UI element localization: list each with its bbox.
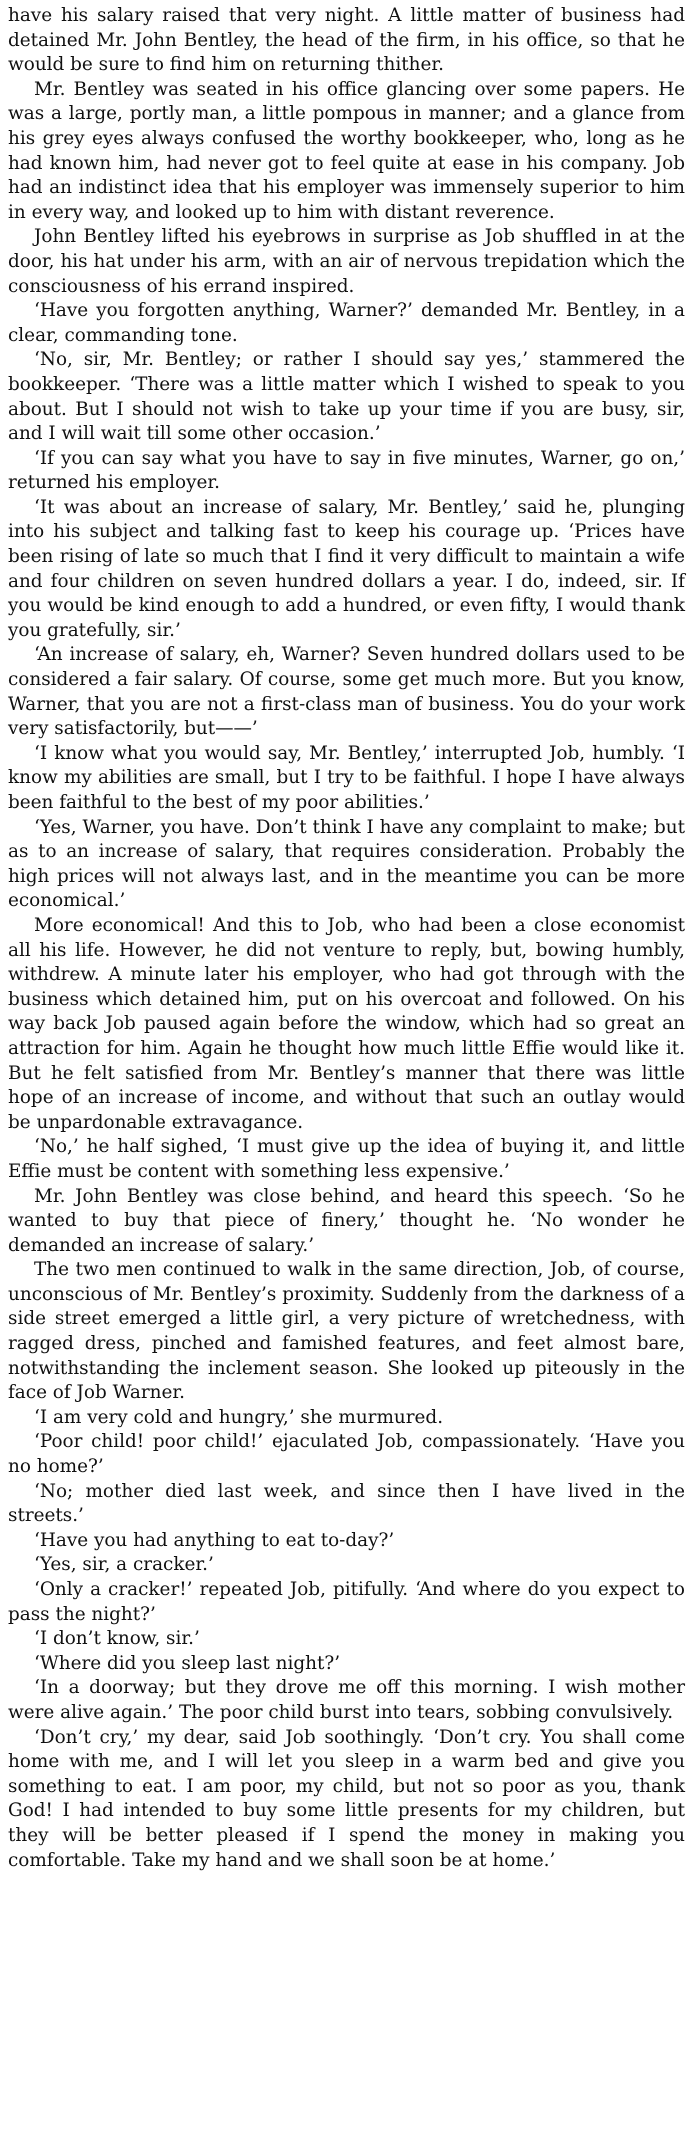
paragraph-dialogue: ‘Yes, Warner, you have. Don’t think I have any complaint to make; but as to an increase of salary, that requires consideration. Probably the high prices will not always last, and in the meantime you can be more economical.’ xyxy=(8,816,685,912)
paragraph-dialogue: ‘Poor child! poor child!’ ejaculated Job, compassionately. ‘Have you no home?’ xyxy=(8,1431,685,1478)
paragraph-dialogue: ‘Where did you sleep last night?’ xyxy=(34,1652,341,1674)
paragraph-narration: The two men continued to walk in the same direction, Job, of course, unconscious of Mr. Bentley’s proximity. Suddenly from the darkness of a side street emerged a little girl, a very picture of wretchedness, with ragged dress, pinched and famished features, and feet almost bare, notwithstanding the inclement season. She looked up piteously in the face of Job Warner. xyxy=(8,1259,685,1404)
paragraph-continuation: have his salary raised that very night. A little matter of business had detained Mr. John Bentley, the head of the firm, in his office, so that he would be sure to find him on returning thither. xyxy=(8,5,685,76)
paragraph-dialogue: ‘An increase of salary, eh, Warner? Seven hundred dollars used to be considered a fair salary. Of course, some get much more. But you know, Warner, that you are not a first-class man of business. You do your work very satisfactorily, but——’ xyxy=(8,644,685,740)
paragraph-dialogue: ‘No, sir, Mr. Bentley; or rather I should say yes,’ stammered the bookkeeper. ‘There was a little matter which I wished to speak to you about. But I should not wish to take up your time if you are busy, sir, and I will wait till some other occasion.’ xyxy=(8,349,685,445)
paragraph-job-enters: John Bentley lifted his eyebrows in surprise as Job shuffled in at the door, his hat under his arm, with an air of nervous trepidation which the consciousness of his errand inspired. xyxy=(8,226,685,297)
paragraph-dialogue: ‘I don’t know, sir.’ xyxy=(34,1628,200,1650)
paragraph-dialogue: ‘Only a cracker!’ repeated Job, pitifully. ‘And where do you expect to pass the night?’ xyxy=(8,1579,685,1625)
paragraph-dialogue: ‘No,’ he half sighed, ‘I must give up the idea of buying it, and little Effie must be content with something less expensive.’ xyxy=(8,1136,685,1182)
paragraph-dialogue: ‘I know what you would say, Mr. Bentley,’ interrupted Job, humbly. ‘I know my abilities are small, but I try to be faithful. I hope I have always been faithful to the best of my poor abilities.’ xyxy=(8,742,685,813)
paragraph-narration: More economical! And this to Job, who had been a close economist all his life. However, he did not venture to reply, but, bowing humbly, withdrew. A minute later his employer, who had got through with the business which detained him, put on his overcoat and followed. On his way back Job paused again before the window, which had so great an attraction for him. Again he thought how much little Effie would like it. But he felt satisfied from Mr. Bentley’s manner that there was little hope of an increase of income, and without that such an outlay would be unpardonable extravagance. xyxy=(8,914,685,1133)
paragraph-dialogue: ‘I am very cold and hungry,’ she murmured. xyxy=(34,1406,444,1428)
paragraph-dialogue: ‘Yes, sir, a cracker.’ xyxy=(34,1554,214,1576)
paragraph-dialogue: ‘Have you forgotten anything, Warner?’ demanded Mr. Bentley, in a clear, commanding tone. xyxy=(8,300,685,346)
paragraph-dialogue: ‘If you can say what you have to say in five minutes, Warner, go on,’ returned his employer. xyxy=(8,447,685,494)
paragraph-dialogue: ‘Have you had anything to eat to-day?’ xyxy=(34,1529,395,1551)
paragraph-dialogue: ‘In a doorway; but they drove me off this morning. I wish mother were alive again.’ The poor child burst into tears, sobbing convulsively. xyxy=(8,1677,685,1723)
paragraph-dialogue: ‘Don’t cry,’ my dear, said Job soothingly. ‘Don’t cry. You shall come home with me, and I will let you sleep in a warm bed and give you something to eat. I am poor, my child, but not so poor as you, thank God! I had intended to buy some little presents for my children, but they will be better pleased if I spend the money in making you comfortable. Take my hand and we shall soon be at home.’ xyxy=(8,1726,685,1871)
paragraph-bentley-office: Mr. Bentley was seated in his office glancing over some papers. He was a large, portly man, a little pompous in manner; and a glance from his grey eyes always confused the worthy bookkeeper, who, long as he had known him, had never got to feel quite at ease in his company. Job had an indistinct idea that his employer was immensely superior to him in every way, and looked up to him with distant reverence. xyxy=(8,78,685,223)
paragraph-narration: Mr. John Bentley was close behind, and heard this speech. ‘So he wanted to buy that piece of finery,’ thought he. ‘No wonder he demanded an increase of salary.’ xyxy=(8,1185,685,1256)
paragraph-dialogue: ‘It was about an increase of salary, Mr. Bentley,’ said he, plunging into his subject and talking fast to keep his courage up. ‘Prices have been rising of late so much that I find it very difficult to maintain a wife and four children on seven hundred dollars a year. I do, indeed, sir. If you would be kind enough to add a hundred, or even fifty, I would thank you gratefully, sir.’ xyxy=(8,496,685,641)
paragraph-dialogue: ‘No; mother died last week, and since then I have lived in the streets.’ xyxy=(8,1480,685,1527)
